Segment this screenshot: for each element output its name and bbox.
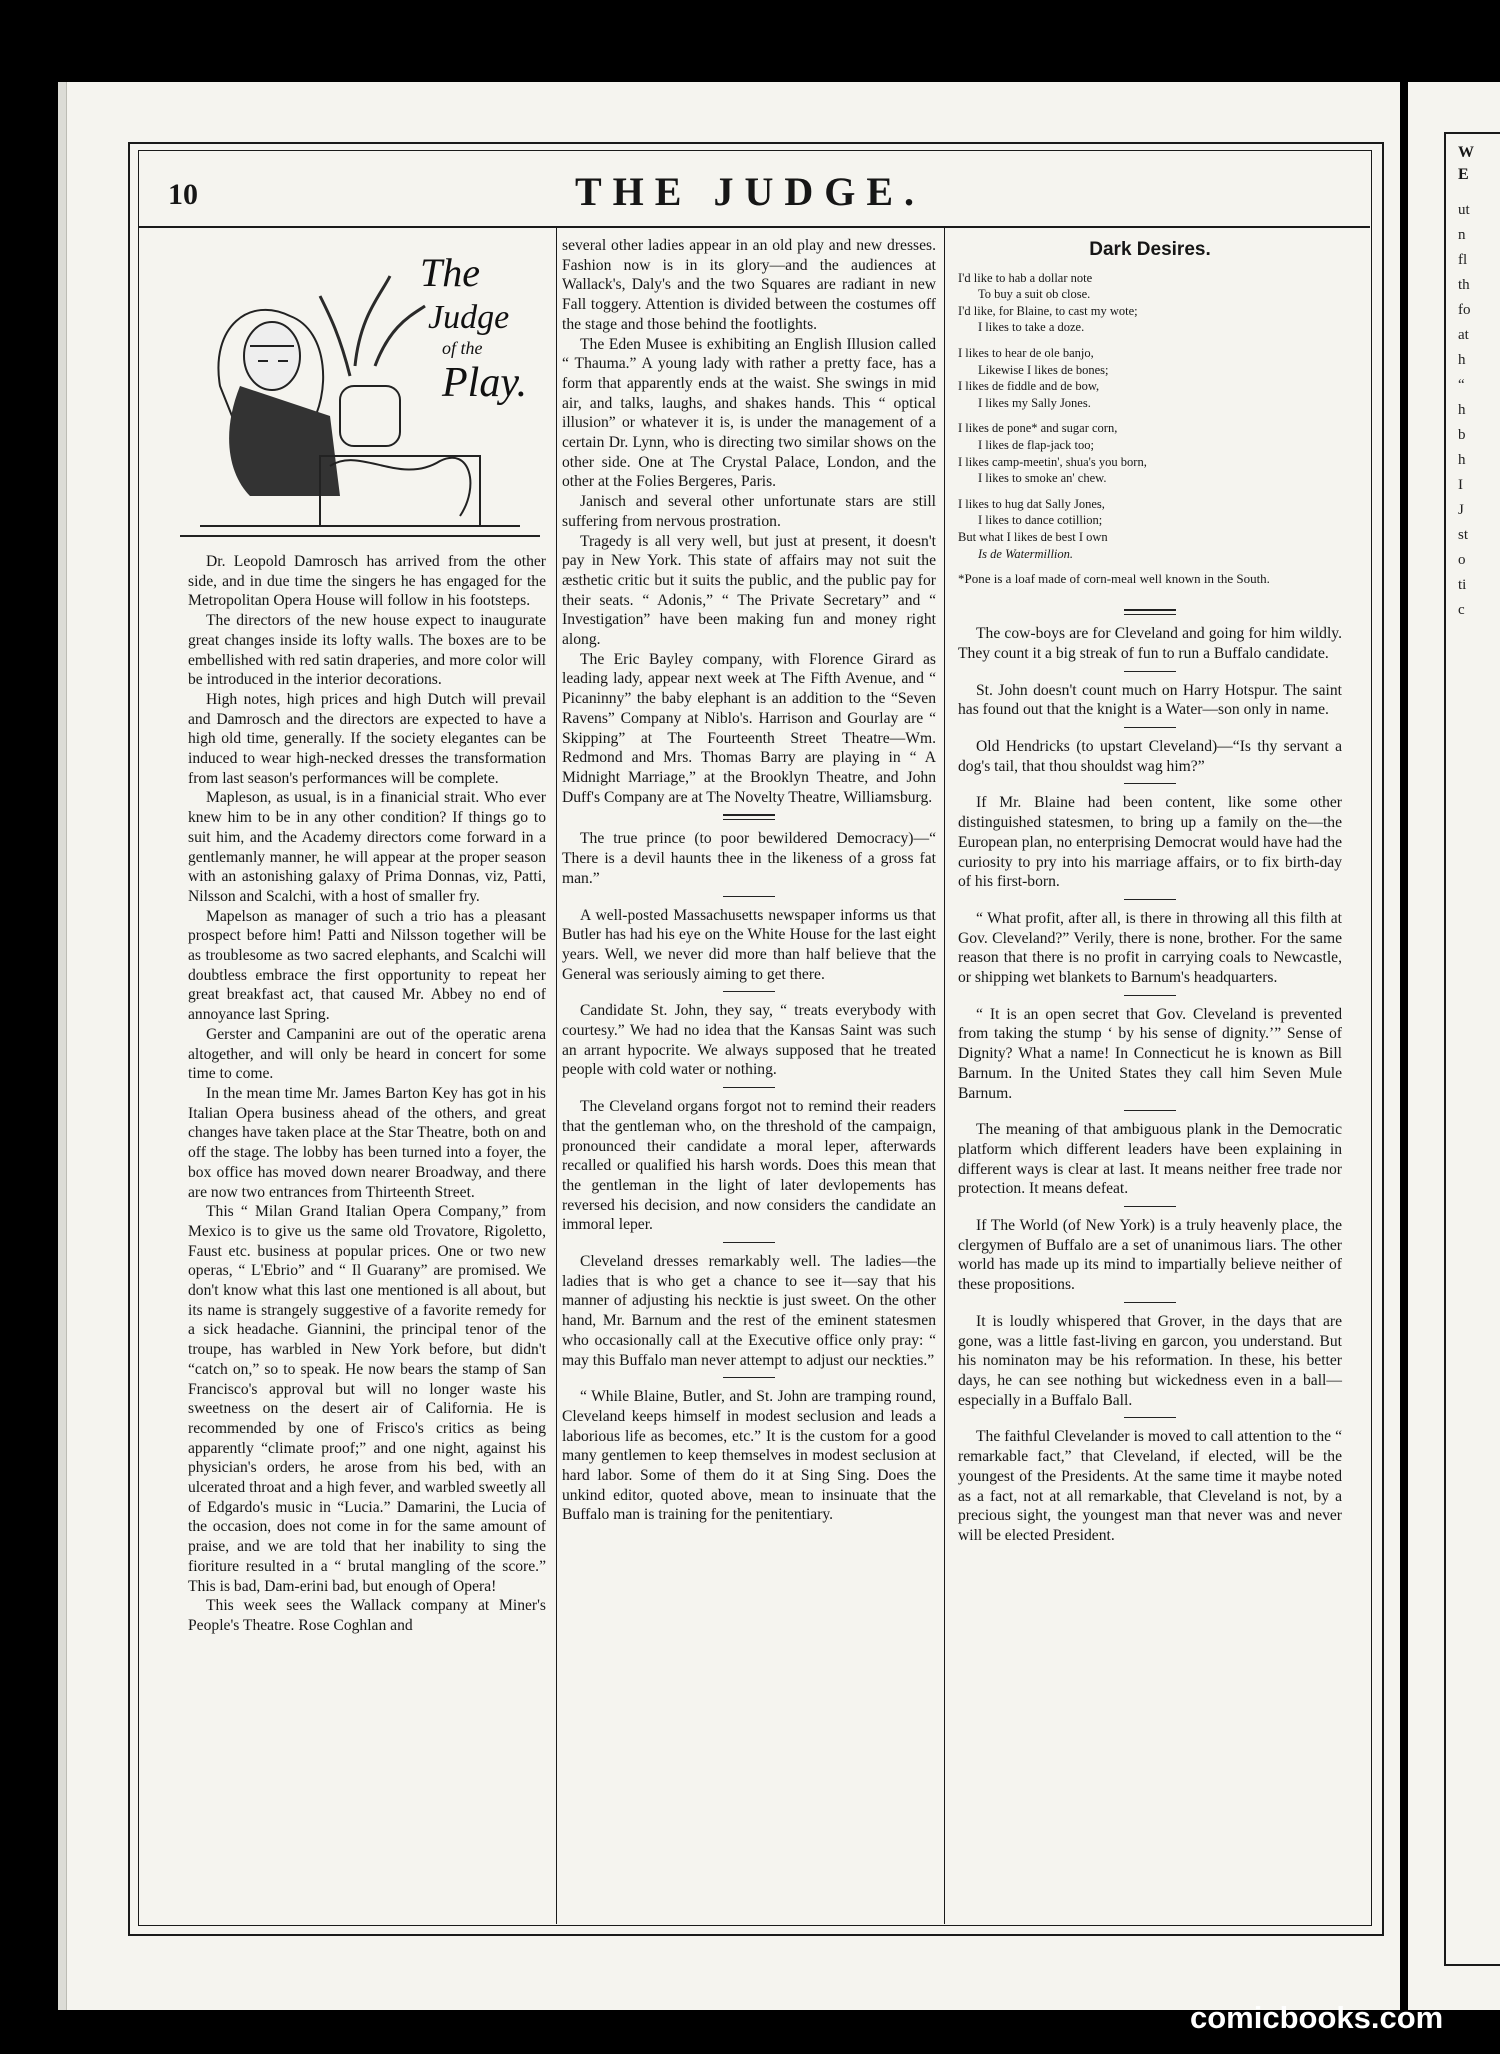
adjacent-page-fragment: “: [1458, 377, 1465, 393]
adjacent-page-fragment: h: [1458, 352, 1466, 368]
adjacent-page-fragment: h: [1458, 402, 1466, 418]
poem-line: Likewise I likes de bones;: [978, 362, 1109, 377]
section-separator: [723, 819, 775, 820]
item-separator: [723, 991, 775, 992]
paragraph-item: “ What profit, after all, is there in throwing all this filth at Gov. Cleveland?” Verily, there is none, brother. For the same reason that there is no profit in carrying coals to Newcastle, or shipping wet blankets to Barnum's headquarters.: [958, 909, 1342, 987]
poem-stanza: [958, 270, 1342, 336]
item-separator: [1124, 1206, 1176, 1207]
adjacent-page-fragment: ti: [1458, 577, 1467, 593]
article-paragraph: Janisch and several other unfortunate stars are still suffering from nervous prostration.: [562, 493, 936, 530]
article-paragraph: The Eric Bayley company, with Florence Girard as leading lady, appear next week at The Fifth Avenue, and “ Picaninny” the baby elephant is an addition to the “Seven Ravens” Company at Niblo's. Harrison and Gourlay are “ Skipping” at The Fourteenth Street Theatre—Wm. Redmond and Mrs. Thomas Barry are playing in “ A Midnight Marriage,” at the Brooklyn Theatre, and John Duff's Company are at The Novelty Theatre, Williamsburg.: [562, 650, 936, 806]
article-paragraph: Dr. Leopold Damrosch has arrived from the other side, and in due time the singers he has engaged for the Metropolitan Opera House will follow in his footsteps.: [188, 553, 546, 610]
column-divider: [944, 228, 945, 1924]
article-paragraph: High notes, high prices and high Dutch will prevail and Damrosch and the directors are expected to have a high old time, generally. If the society elegantes can be induced to wear high-necked dresses the transformation from last season's performances will be complete.: [188, 690, 546, 787]
poem-line: I'd like to hab a dollar note: [958, 270, 1093, 285]
poem-line: I likes to smoke an' chew.: [978, 471, 1107, 486]
item-separator: [1124, 1417, 1176, 1418]
paragraph-item: It is loudly whispered that Grover, in the days that are gone, was a little fast-living en garcon, you understand. But his nominaton may be his reformation. In these, his better days, he can see nothing but wickedness even in a ball—especially in a Buffalo Ball.: [958, 1312, 1342, 1409]
masthead-rule: [138, 226, 1370, 228]
paragraph-item: The faithful Clevelander is moved to call attention to the “ remarkable fact,” that Cleveland, if elected, will be the youngest of the Presidents. At the same time it maybe noted as a fact, not at all remarkable, that Cleveland is not, by a precious sight, the youngest man that never was and never will be elected President.: [958, 1428, 1342, 1544]
adjacent-page-fragment: st: [1458, 527, 1469, 543]
masthead-title: THE JUDGE.: [574, 169, 926, 214]
paragraph-item: The meaning of that ambiguous plank in the Democratic platform which different leaders have been explaining in different ways is clear at last. It means neither free trade nor protection. It means defeat.: [958, 1121, 1342, 1198]
article-paragraph: The directors of the new house expect to inaugurate great changes inside its lofty walls. The boxes are to be embellished with red satin draperies, and more color will be introduced in the interior decorations.: [188, 612, 546, 689]
poem-line: I likes to hear de ole banjo,: [958, 346, 1094, 361]
poem-stanza: [958, 420, 1342, 486]
item-separator: [1124, 783, 1176, 784]
paragraph-item: St. John doesn't count much on Harry Hotspur. The saint has found out that the knight is a Water—son only in name.: [958, 681, 1342, 719]
poem-line: I likes my Sally Jones.: [978, 395, 1091, 410]
article-paragraph: several other ladies appear in an old play and new dresses. Fashion now is in its glory—and the audiences at Wallack's, Daly's and the two Squares are radiant in new Fall toggery. Attention is divided between the costumes off the stage and those behind the footlights.: [562, 237, 936, 333]
adjacent-page-frame: [1444, 132, 1500, 1966]
item-separator: [723, 1377, 775, 1378]
item-separator: [1124, 899, 1176, 900]
column-right: [958, 236, 1342, 1546]
adjacent-page-fragment: fl: [1458, 252, 1468, 268]
poem-line: I likes de pone* and sugar corn,: [958, 421, 1118, 436]
poem-line: I likes camp-meetin', shua's you born,: [958, 454, 1147, 469]
poem-line: But what I likes de best I own: [958, 530, 1108, 545]
adjacent-page-heading: [1458, 142, 1474, 186]
article-paragraph: This week sees the Wallack company at Miner's People's Theatre. Rose Coghlan and: [188, 1597, 546, 1634]
paragraph-item: A well-posted Massachusetts newspaper informs us that Butler has had his eye on the White House for the last eight years. Well, we never did more than half believe that the General was seriously aiming to get there.: [562, 906, 936, 983]
item-separator: [723, 896, 775, 897]
adjacent-page-fragment: b: [1458, 427, 1466, 443]
paragraph-item: If Mr. Blaine had been content, like some other distinguished statesmen, to bring up a family on the—the European plan, no enterprising Democrat would have had the curiosity to pry into his marriage affairs, or to fix birth-day of his first-born.: [958, 794, 1342, 891]
adjacent-page-fragment: ut: [1458, 202, 1470, 218]
poem-line: I likes de flap-jack too;: [978, 438, 1094, 453]
poem: [958, 270, 1342, 588]
page-number: 10: [168, 178, 198, 211]
page-binding-strip: [58, 82, 67, 2010]
article-paragraph: Tragedy is all very well, but just at present, it doesn't pay in New York. This state of affairs may not suit the æsthetic critic but it suits the public, and the public pay for their seats. “ Adonis,” “ The Private Secretary” and “ Investigation” have been making fun and money right along.: [562, 532, 936, 649]
paragraph-item: Cleveland dresses remarkably well. The ladies—the ladies that is who get a chance to see it—say that his manner of adjusting his necktie is just sweet. On the other hand, Mr. Barnum and the rest of the eminent statesmen who occasionally call at the Executive office only pray: “ may this Buffalo man never attempt to adjust our neckties.”: [562, 1253, 936, 1369]
poem-line: Is de Watermillion.: [978, 546, 1074, 561]
item-separator: [1124, 671, 1176, 672]
section-separator: [1124, 609, 1176, 611]
paragraph-item: The Cleveland organs forgot not to remind their readers that the gentleman who, on the threshold of the campaign, pronounced their candidate a moral leper, afterwards recalled or qualified his harsh words. Does this mean that the gentleman in the light of later devlopements has reversed his decision, and now considers the candidate an immoral leper.: [562, 1098, 936, 1234]
paragraph-item: “ While Blaine, Butler, and St. John are tramping round, Cleveland keeps himself in modest seclusion and leads a laborious life as becomes, etc.” It is the custom for a good many gentlemen to keep themselves in modest seclusion at hard labor. Some of them do it at Sing Sing. Does the unkind editor, quoted above, mean to insinuate that the Buffalo man is training for the penitentiary.: [562, 1388, 936, 1524]
logo-line: Play.: [442, 360, 528, 406]
adjacent-page-text: [1458, 198, 1471, 623]
article-paragraph: Mapelson as manager of such a trio has a pleasant prospect before him! Patti and Nilsson together will be as troublesome as two sacred elephants, and Scalchi will doubtless embrace the first opportunity to repeat her great breakfast act, that caused Mr. Abbey no end of annoyance last Spring.: [188, 907, 546, 1024]
poem-line: I'd like, for Blaine, to cast my wote;: [958, 303, 1138, 318]
adjacent-page: [1408, 82, 1500, 2010]
adjacent-page-letter: W: [1458, 144, 1474, 161]
column-left: [188, 552, 546, 1636]
judge-of-the-play-illustration: [180, 236, 540, 556]
poem-footnote: *Pone is a loaf made of corn-meal well known in the South.: [958, 571, 1270, 587]
column-divider: [556, 228, 557, 1924]
adjacent-page-fragment: th: [1458, 277, 1470, 293]
section-separator: [723, 814, 775, 816]
site-watermark: comicbooks.com: [1190, 2000, 1444, 2035]
poem-line: I likes de fiddle and de bow,: [958, 379, 1100, 394]
adjacent-page-fragment: I: [1458, 477, 1463, 493]
poem-stanza: [958, 345, 1342, 411]
paragraph-item: Candidate St. John, they say, “ treats everybody with courtesy.” We had no idea that the Kansas Saint was such an arrant hypocrite. We always supposed that he treated people with cold water or nothing.: [562, 1002, 936, 1079]
poem-line: To buy a suit ob close.: [978, 287, 1091, 302]
adjacent-page-fragment: h: [1458, 452, 1466, 468]
poem-line: I likes to hug dat Sally Jones,: [958, 496, 1105, 511]
article-paragraph: Mapleson, as usual, is in a finanicial strait. Who ever knew him to be in any other condition? If things go to suit him, and the Academy directors come forward in a gentlemanly manner, he will appear at the proper season with an astonishing galaxy of Prima Donnas, viz, Patti, Nilsson and Scalchi, with a host of smaller fry.: [188, 789, 546, 905]
adjacent-page-fragment: at: [1458, 327, 1469, 343]
item-separator: [1124, 727, 1176, 728]
article-paragraph: The Eden Musee is exhibiting an English Illusion called “ Thauma.” A young lady with rather a pretty face, has a form that apparently ends at the waist. She swings in mid air, and talks, laughs, and shakes hands. This “ optical illusion” or whatever it is, is under the management of a certain Dr. Lynn, who is directing two similar shows on the other side. One at The Crystal Palace, London, and the other at the Folies Bergeres, Paris.: [562, 335, 936, 491]
poem-title: Dark Desires.: [1089, 239, 1211, 260]
paragraph-item: “ It is an open secret that Gov. Cleveland is prevented from taking the stump ‘ by his sense of dignity.’” Sense of Dignity? What a name! In Connecticut he is known as Bill Barnum. In the United States they call him Seven Mule Barnum.: [958, 1005, 1342, 1102]
column-middle: [562, 236, 936, 1525]
poem-line: I likes to take a doze.: [978, 320, 1085, 335]
item-separator: [1124, 995, 1176, 996]
adjacent-page-fragment: o: [1458, 552, 1466, 568]
logo-line: of the: [442, 338, 483, 358]
adjacent-page-fragment: J: [1458, 502, 1464, 518]
logo-line: Judge: [428, 299, 510, 336]
item-separator: [1124, 1110, 1176, 1111]
poem-line: I likes to dance cotillion;: [978, 513, 1103, 528]
item-separator: [1124, 1302, 1176, 1303]
adjacent-page-fragment: n: [1458, 227, 1466, 243]
adjacent-page-letter: E: [1458, 166, 1469, 183]
article-paragraph: This “ Milan Grand Italian Opera Company,” from Mexico is to give us the same old Trovatore, Rigoletto, Faust etc. business at popular prices. One or two new operas, “ L'Ebrio” and “ Il Guarany” are promised. We don't know what this last one mentioned is all about, but its name is strangely suggestive of a favorite remedy for a sick headache. Giannini, the principal tenor of the troupe, has warbled in New York before, but didn't “catch on,” so to speak. He now bears the stamp of San Francisco's approval but will no longer waste his sweetness on the desert air of California. He is recommended by one of Frisco's critics as being apparently “climate proof;” and one night, against his physician's orders, he arose from his bed, with an ulcerated throat and a high fever, and warbled sweetly all of Edgardo's music in “Lucia.” Damarini, the Lucia of the occasion, does not come in for the same amount of praise, and we are told that her inability to sing the fioriture resulted in a “ brutal mangling of the score.” This is bad, Dam-erini bad, but enough of Opera!: [188, 1203, 546, 1595]
logo-line: The: [420, 250, 480, 295]
poem-stanza: [958, 496, 1342, 562]
item-separator: [723, 1087, 775, 1088]
paragraph-item: The true prince (to poor bewildered Democracy)—“ There is a devil haunts thee in the likeness of a gross fat man.”: [562, 830, 936, 887]
section-separator: [1124, 614, 1176, 615]
paragraph-item: If The World (of New York) is a truly heavenly place, the clergymen of Buffalo are a set of unanimous liars. The other world has made up its mind to impartially believe neither of these propositions.: [958, 1217, 1342, 1294]
paragraph-item: The cow-boys are for Cleveland and going for him wildly. They count it a big streak of fun to run a Buffalo candidate.: [958, 625, 1342, 662]
adjacent-page-fragment: fo: [1458, 302, 1471, 318]
paragraph-item: Old Hendricks (to upstart Cleveland)—“Is thy servant a dog's tail, that thou shouldst wag him?”: [958, 738, 1342, 775]
article-paragraph: Gerster and Campanini are out of the operatic arena altogether, and will only be heard in concert for some time to come.: [188, 1025, 546, 1083]
adjacent-page-fragment: c: [1458, 602, 1465, 618]
item-separator: [723, 1242, 775, 1243]
article-paragraph: In the mean time Mr. James Barton Key has got in his Italian Opera business ahead of the others, and great changes have taken place at the Star Theatre, both on and off the stage. The lobby has been turned into a foyer, the box office has moved down nearer Broadway, and there are now two entrances from Thirteenth Street.: [188, 1084, 546, 1201]
